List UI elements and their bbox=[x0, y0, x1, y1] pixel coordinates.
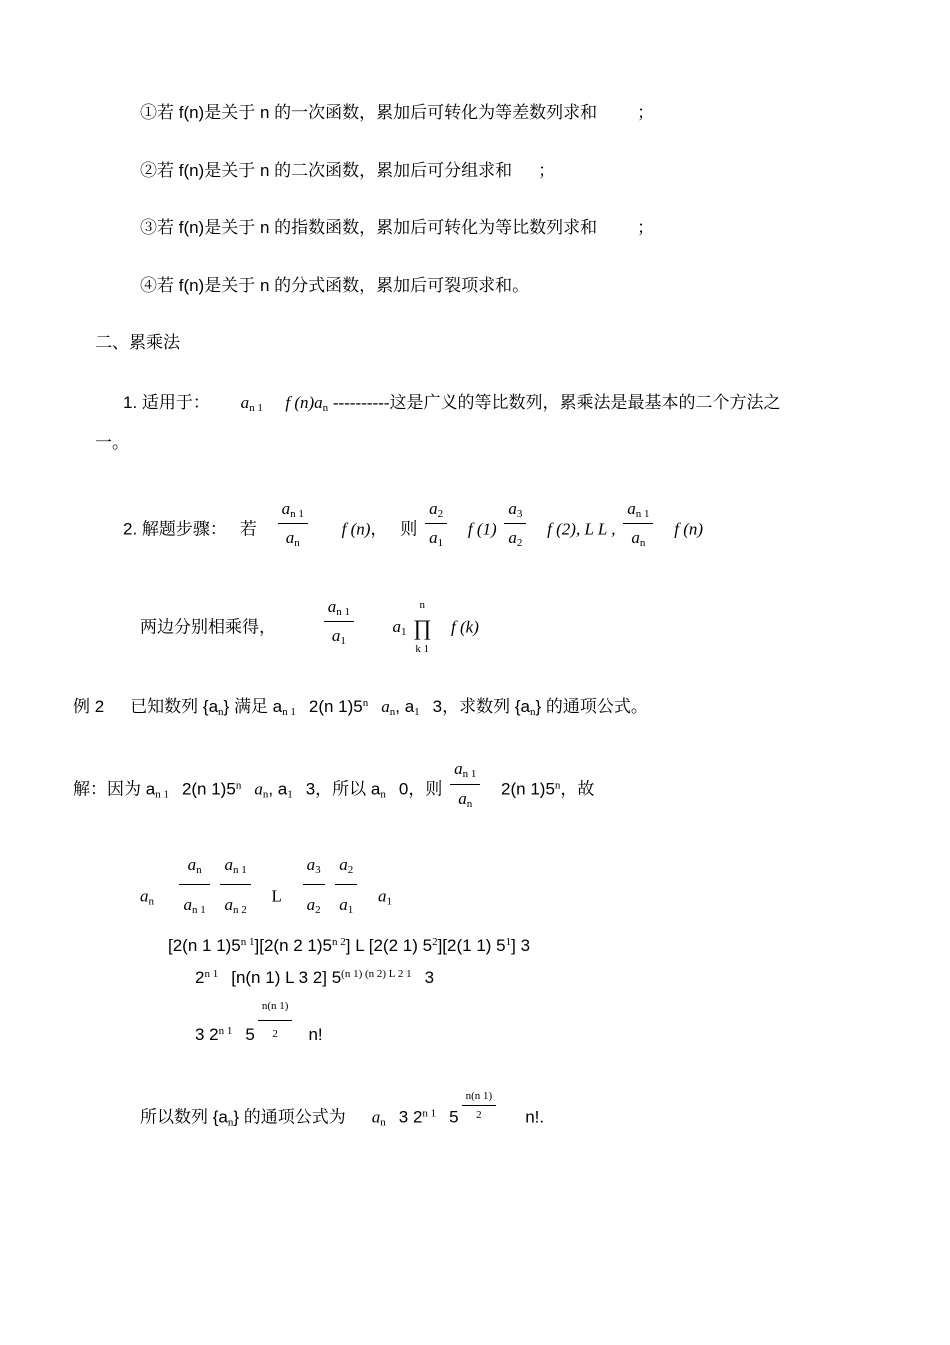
solution-text-1: 因为 a bbox=[107, 779, 156, 799]
derivation-fraction-1: $\frac{a_n}{a_{n 1}}$ bbox=[179, 846, 209, 924]
bullet-4-text: 若 f(n)是关于 n 的分式函数，累加后可裂项求和。 bbox=[157, 275, 530, 295]
item-2-if: 若 bbox=[239, 519, 257, 538]
derivation-exponent-fraction: $\frac{n(n 1)}{2}$ bbox=[258, 994, 293, 1045]
solution-text-7: 2(n 1)5 bbox=[501, 779, 555, 799]
item-1-text-cont: 一。 bbox=[95, 433, 129, 452]
conclusion-line: 所以数列 $\{a_n\}$ 的通项公式为 $a_n$ 3 $2^{n 1}$ 5 $\frac{n(n 1)}{2}$ n!. bbox=[140, 1089, 545, 1129]
example-text-3: 2(n 1)5 bbox=[308, 696, 363, 716]
bullet-2-marker: ② bbox=[140, 160, 157, 180]
item-1-line bbox=[95, 390, 865, 417]
section-heading: 二、累乘法 bbox=[95, 333, 180, 352]
bullet-1-marker: ① bbox=[140, 103, 157, 122]
product-symbol: n ∏ k 1 bbox=[413, 599, 432, 655]
item-2-fraction-4: $\frac{a_{n 1}}{a_n}$ bbox=[623, 496, 653, 552]
example-text-1: 已知数列 {a bbox=[130, 696, 219, 716]
conclusion-text-1: 所以数列 {a bbox=[140, 1107, 228, 1127]
multiply-text: 两边分别相乘得， bbox=[140, 617, 276, 636]
item-2-eq-4: f (n) bbox=[674, 519, 704, 538]
bullet-2-text: 若 f(n)是关于 n 的二次函数，累加后可分组求和 bbox=[157, 160, 513, 180]
item-2-eq-2: f (1) bbox=[467, 519, 497, 538]
example-text-5: , a bbox=[395, 696, 415, 716]
bullet-2-suffix: ； bbox=[538, 160, 556, 180]
bullet-1-suffix: ； bbox=[637, 103, 655, 122]
derivation-fraction-3: $\frac{a_3}{a_2}$ bbox=[303, 846, 325, 924]
derivation-fraction-2: $\frac{a_{n 1}}{a_{n 2}}$ bbox=[220, 846, 250, 924]
item-1-dashes: ---------- bbox=[332, 392, 390, 412]
multiply-rhs-a: $a_1$ bbox=[392, 617, 407, 638]
solution-text-8: ，故 bbox=[560, 779, 595, 799]
derivation-block bbox=[95, 846, 865, 1054]
multiply-line bbox=[95, 594, 865, 655]
item-2-label: 2. 解题步骤： bbox=[123, 519, 227, 538]
multiply-fraction: $\frac{a_{n 1}}{a_1}$ bbox=[324, 594, 354, 650]
bullet-3-text: 若 f(n)是关于 n 的指数函数，累加后可转化为等比数列求和 bbox=[157, 218, 598, 237]
product-body: f (k) bbox=[451, 617, 479, 636]
example-text-6: 3，求数列 {a bbox=[432, 696, 530, 716]
bullet-item-1 bbox=[95, 100, 865, 126]
example-line: 例 2 已知数列 $\{a_n\}$ 满足 $a_{n 1}$ 2(n 1)5$^n$ $a_n$, $a_1$ 3，求数列 $\{a_n\}$ 的通项公式。 bbox=[73, 696, 648, 718]
bullet-3-marker: ③ bbox=[140, 218, 157, 237]
bullet-item-3 bbox=[95, 215, 865, 241]
derivation-line-2: [2(n 1 $1)5^{n 1}][2(n$ 2 $1)5^{n 2}$] L [2(2 1) $5^2][2(1$ 1) $5^1$] 3 bbox=[168, 935, 531, 955]
solution-fraction: $\frac{a_{n 1}}{a_n}$ bbox=[450, 756, 480, 812]
item-2-fraction-1: $\frac{a_{n 1}}{a_n}$ bbox=[278, 496, 308, 552]
derivation-line-1: $a_n$ $\frac{a_n}{a_{n 1}}$ $\frac{a_{n 1}}{a_{n 2}}$ L $\frac{a_3}{a_2}$ $\frac{a_2}{a_1}$ $a_1$ bbox=[140, 846, 865, 924]
item-1-label: 1. 适用于： bbox=[123, 392, 210, 412]
bullet-3-suffix: ； bbox=[637, 218, 655, 237]
example-text-7: } 的通项公式。 bbox=[535, 696, 648, 716]
bullet-4-marker: ④ bbox=[140, 275, 157, 295]
conclusion-text-2: } 的通项公式为 bbox=[233, 1107, 346, 1127]
item-2-eq-3: f (2), L L , bbox=[547, 519, 616, 538]
solution-label: 解： bbox=[73, 779, 107, 799]
item-2-comma-1: ， bbox=[370, 519, 388, 538]
conclusion-exponent-fraction: $\frac{n(n 1)}{2}$ bbox=[462, 1088, 497, 1124]
item-2-then: 则 bbox=[400, 519, 418, 538]
solution-line: 解：因为 $a_{n 1}$ 2(n 1)5$^n$ $a_n$, $a_1$ 3，所以 $a_n$ 0，则 $\frac{a_{n 1}}{a_n}$ 2(n 1)5$^n$，故 bbox=[73, 756, 865, 812]
document-content bbox=[73, 100, 865, 1163]
item-2-eq-1: f (n) bbox=[341, 519, 371, 538]
derivation-dots: L bbox=[271, 886, 282, 906]
bullet-1-text: 若 f(n)是关于 n 的一次函数，累加后可转化为等差数列求和 bbox=[157, 103, 598, 122]
item-2-fraction-3: $\frac{a_3}{a_2}$ bbox=[504, 496, 526, 552]
item-1-text: 这是广义的等比数列，累乘法是最基本的二个方法之 bbox=[389, 392, 781, 412]
derivation-line-3: $2^{n 1}$ [n(n 1) L 3 2] $5^{(n 1) (n 2) L 2 1}$ 3 bbox=[195, 968, 435, 988]
solution-text-2: 2(n 1)5 bbox=[181, 779, 236, 799]
item-1-formula-f: f $(n)a_n$ bbox=[285, 392, 329, 414]
derivation-fraction-4: $\frac{a_2}{a_1}$ bbox=[335, 846, 357, 924]
item-2-line bbox=[95, 496, 865, 552]
bullet-item-4 bbox=[95, 273, 865, 299]
example-text-2: } 满足 a bbox=[223, 696, 283, 716]
derivation-line-4: 3 $2^{n 1}$ 5 $\frac{n(n 1)}{2}$ n! bbox=[140, 994, 865, 1054]
bullet-item-2 bbox=[95, 158, 865, 184]
solution-text-6: 0，则 bbox=[398, 779, 443, 799]
example-label: 例 2 bbox=[73, 696, 105, 716]
solution-text-5: 3，所以 a bbox=[305, 779, 381, 799]
item-2-fraction-2: $\frac{a_2}{a_1}$ bbox=[425, 496, 447, 552]
item-1-formula-a: $a_{n 1}$ bbox=[240, 392, 263, 414]
